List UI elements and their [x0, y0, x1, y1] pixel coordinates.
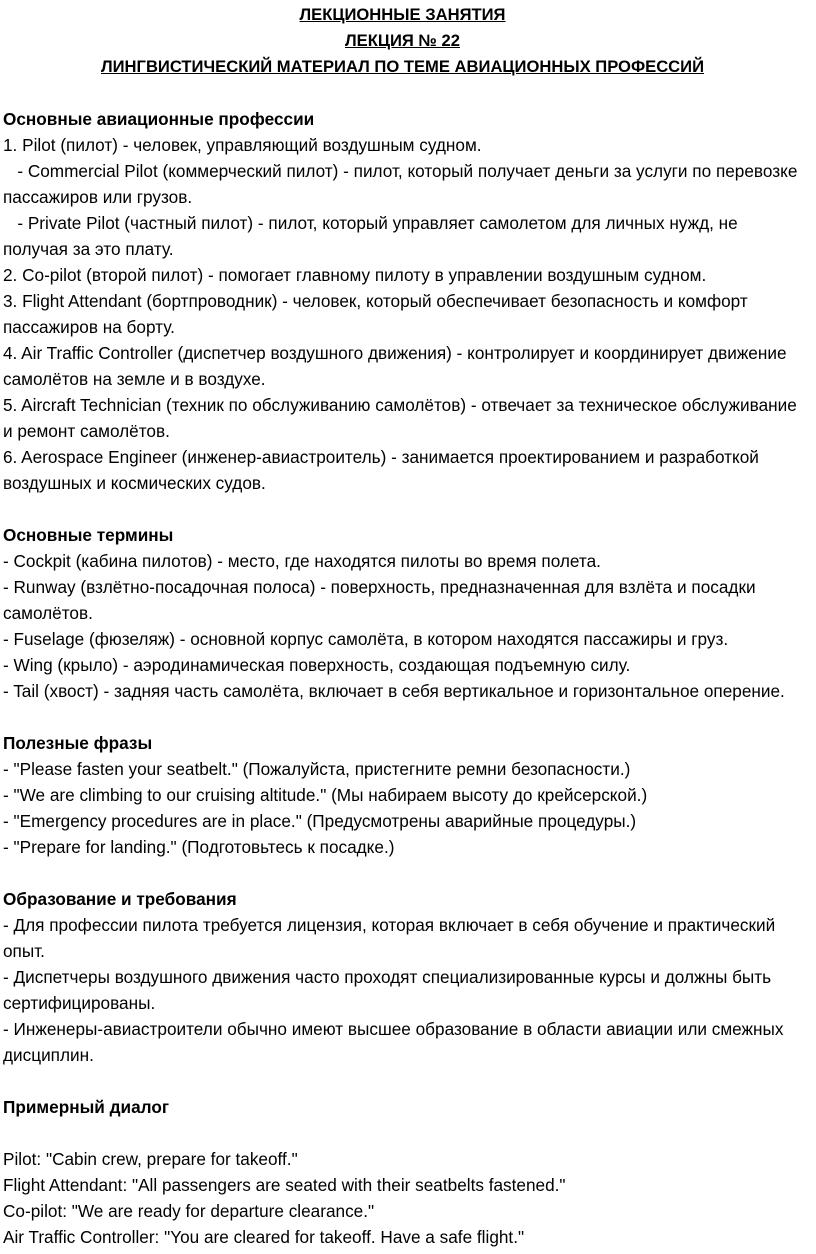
profession-item: 1. Pilot (пилот) - человек, управляющий воздушным судном. [3, 135, 482, 155]
dialog-line: Flight Attendant: "All passengers are seated with their seatbelts fastened." [3, 1175, 566, 1195]
phrase-item: - "Please fasten your seatbelt." (Пожалуйста, пристегните ремни безопасности.) [3, 759, 631, 779]
profession-item: - Commercial Pilot (коммерческий пилот) - пилот, который получает деньги за услуги по перевозке пассажиров или грузов. [3, 161, 803, 207]
education-item: - Для профессии пилота требуется лицензия, которая включает в себя обучение и практический опыт. [3, 915, 776, 961]
dialog-line: Pilot: "Cabin crew, prepare for takeoff." [3, 1149, 298, 1169]
lecture-topic: ЛИНГВИСТИЧЕСКИЙ МАТЕРИАЛ ПО ТЕМЕ АВИАЦИОННЫХ ПРОФЕССИЙ [100, 57, 705, 76]
dialog-line: Air Traffic Controller: "You are cleared for takeoff. Have a safe flight." [3, 1227, 525, 1247]
profession-item: 4. Air Traffic Controller (диспетчер воздушного движения) - контролирует и координирует движение самолётов на земле и в воздухе. [3, 343, 787, 389]
lecture-series-title: ЛЕКЦИОННЫЕ ЗАНЯТИЯ [299, 5, 506, 24]
profession-item: - Private Pilot (частный пилот) - пилот, который управляет самолетом для личных нужд, не получая за это плату. [3, 213, 743, 259]
phrase-item: - "Prepare for landing." (Подготовьтесь к посадке.) [3, 837, 395, 857]
profession-item: 2. Co-pilot (второй пилот) - помогает главному пилоту в управлении воздушным судном. [3, 265, 707, 285]
term-item: - Fuselage (фюзеляж) - основной корпус самолёта, в котором находятся пассажиры и груз. [3, 629, 729, 649]
lecture-number: ЛЕКЦИЯ № 22 [345, 31, 460, 50]
dialog-line: Co-pilot: "We are ready for departure clearance." [3, 1201, 375, 1221]
education-item: - Инженеры-авиастроители обычно имеют высшее образование в области авиации или смежных дисциплин. [3, 1019, 784, 1065]
profession-item: 6. Aerospace Engineer (инженер-авиастроитель) - занимается проектированием и разработкой воздушных и космических судов. [3, 447, 759, 493]
profession-item: 3. Flight Attendant (бортпроводник) - человек, который обеспечивает безопасность и комфорт пассажиров на борту. [3, 291, 748, 337]
phrase-item: - "Emergency procedures are in place." (Предусмотрены аварийные процедуры.) [3, 811, 637, 831]
phrase-item: - "We are climbing to our cruising altitude." (Мы набираем высоту до крейсерской.) [3, 785, 648, 805]
phrases-heading: Полезные фразы [3, 733, 153, 753]
term-item: - Cockpit (кабина пилотов) - место, где находятся пилоты во время полета. [3, 551, 601, 571]
education-heading: Образование и требования [3, 889, 237, 909]
terms-heading: Основные термины [3, 525, 174, 545]
term-item: - Tail (хвост) - задняя часть самолёта, включает в себя вертикальное и горизонтальное оперение. [3, 681, 785, 701]
professions-heading: Основные авиационные профессии [3, 109, 315, 129]
dialog-heading: Примерный диалог [3, 1097, 169, 1117]
term-item: - Wing (крыло) - аэродинамическая поверхность, создающая подъемную силу. [3, 655, 631, 675]
term-item: - Runway (взлётно-посадочная полоса) - поверхность, предназначенная для взлёта и посадки самолётов. [3, 577, 756, 623]
profession-item: 5. Aircraft Technician (техник по обслуживанию самолётов) - отвечает за техническое обслуживание и ремонт самолётов. [3, 395, 797, 441]
education-item: - Диспетчеры воздушного движения часто проходят специализированные курсы и должны быть сертифицированы. [3, 967, 772, 1013]
